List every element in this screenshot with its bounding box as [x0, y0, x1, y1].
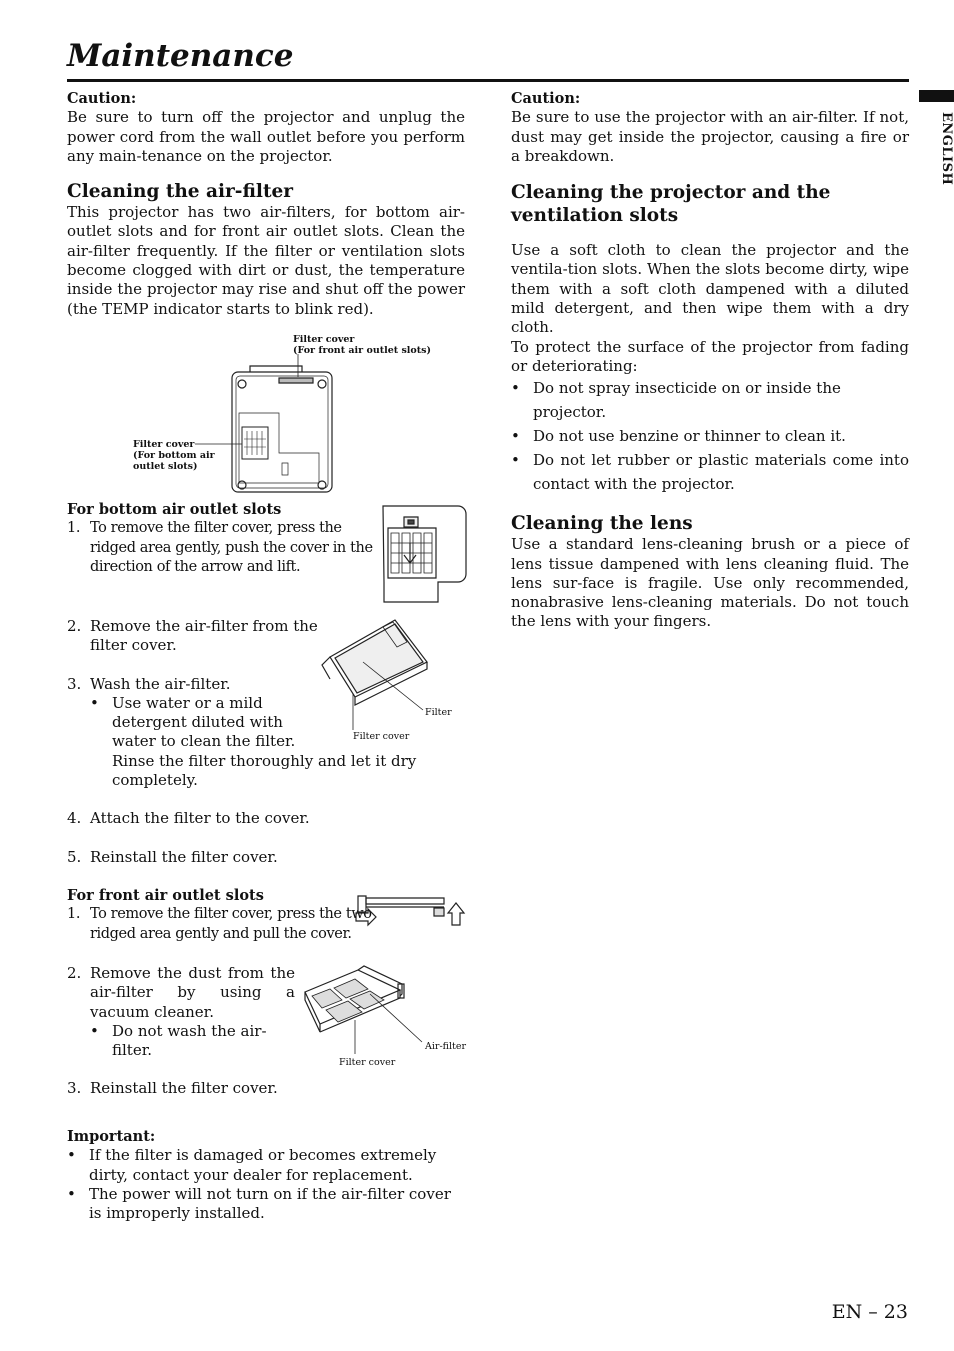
bottom-step-3-rinse: Rinse the filter thoroughly and let it dry completely.: [112, 751, 417, 790]
fig1-label-front-cover-line2: (For front air outlet slots): [293, 345, 431, 356]
bottom-step-4: [67, 809, 427, 828]
important-list: [67, 1146, 465, 1223]
bullet-glyph: •: [67, 1146, 76, 1165]
bullet-glyph: •: [511, 451, 520, 470]
right-column: [511, 89, 909, 632]
bullet-glyph: •: [67, 1184, 76, 1203]
step-number: 1.: [67, 906, 81, 923]
fig1-label-bottom-cover-line3: outlet slots): [133, 461, 198, 472]
bullet-text: Do not wash the air-filter.: [112, 1021, 267, 1060]
front-step-2-bullet: [90, 1022, 272, 1061]
important-item-text: If the filter is damaged or becomes extremely dirty, contact your dealer for replacement.: [89, 1146, 437, 1184]
front-step-2: [67, 964, 295, 1060]
ventilation-text: Use a soft cloth to clean the projector and the ventila-tion slots. When the slots become dirty, wipe them with a soft cloth dampened with a diluted mild detergent, and then wipe them with a dry cloth.: [511, 241, 909, 337]
important-label: Important:: [67, 1128, 156, 1145]
protect-item: [511, 448, 909, 496]
step-number: 1.: [67, 520, 81, 537]
step-text: Remove the dust from the air-filter by using a vacuum cleaner.: [90, 964, 295, 1021]
protect-item: [511, 376, 909, 424]
fig3-label-cover: Filter cover: [353, 731, 410, 742]
caution-label: Caution:: [67, 90, 137, 107]
step-number: 5.: [67, 847, 82, 866]
filter-removal-illustration: [315, 612, 435, 732]
filter-cover-illustration: [380, 503, 468, 603]
important-item: [67, 1146, 465, 1185]
bullet-glyph: •: [511, 427, 520, 446]
air-filter-text: This projector has two air-filters, for bottom air-outlet slots and for front air outlet slots. Clean the air-filter frequently. If the filter or ventilation slots become clogged with dirt or dust, the temperature inside the projector may rise and shut off the power (the TEMP indicator starts to blink red).: [67, 203, 465, 318]
bottom-step-3-bullet: [90, 694, 302, 752]
step-text: Attach the filter to the cover.: [90, 809, 310, 828]
important-item: [67, 1185, 465, 1224]
language-tab-bar: [919, 90, 954, 102]
bottom-slots-heading: For bottom air outlet slots: [67, 501, 282, 518]
bottom-step-2: [67, 617, 320, 656]
step-text: To remove the filter cover, press the ridged area gently, push the cover in the direction of the arrow and lift.: [90, 520, 373, 575]
protect-item-text: Do not use benzine or thinner to clean it.: [533, 427, 846, 446]
step-text: Reinstall the filter cover.: [90, 1079, 278, 1098]
front-step-3: [67, 1079, 467, 1098]
fig1-label-front-cover-line1: Filter cover: [293, 334, 355, 345]
fig1-label-bottom-cover-line2: (For bottom air: [133, 450, 215, 461]
right-caution-text: Be sure to use the projector with an air-filter. If not, dust may get inside the projector, causing a fire or a breakdown.: [511, 108, 909, 165]
bottom-slots-section: [67, 500, 377, 577]
step-text: Remove the air-filter from the filter cover.: [90, 617, 318, 655]
protect-item-text: Do not spray insecticide on or inside the projector.: [533, 379, 841, 422]
step-text: To remove the filter cover, press the two ridged area gently and pull the cover.: [90, 906, 372, 942]
step-text: Reinstall the filter cover.: [90, 847, 278, 866]
bullet-glyph: •: [90, 1021, 99, 1040]
caution-text: Be sure to turn off the projector and unplug the power cord from the wall outlet before you perform any main-tenance on the projector.: [67, 108, 465, 165]
step-number: 3.: [67, 1079, 82, 1098]
fig5-label-cover: Filter cover: [339, 1057, 396, 1068]
right-caution-label: Caution:: [511, 90, 581, 107]
fig5-label-airfilter: Air-filter: [425, 1041, 467, 1052]
bottom-step-5: [67, 848, 427, 867]
page-number: EN – 23: [831, 1301, 908, 1323]
left-column: [67, 89, 465, 319]
projector-bottom-illustration: [190, 355, 340, 495]
fig3-label-filter: Filter: [425, 707, 452, 718]
bottom-step-1: [67, 519, 377, 577]
protect-list: [511, 376, 909, 496]
protect-text: To protect the surface of the projector from fading or deteriorating:: [511, 337, 909, 375]
bullet-glyph: •: [90, 693, 99, 712]
lens-text: Use a standard lens-cleaning brush or a piece of lens tissue dampened with lens cleaning fluid. The lens sur-face is fragile. Use only recommended, nonabrasive lens-cleaning materials. Do not touch the lens with your fingers.: [511, 535, 909, 631]
bullet-text: Use water or a mild detergent diluted with water to clean the filter.: [112, 693, 296, 751]
front-slots-heading: For front air outlet slots: [67, 887, 264, 904]
title-rule: [67, 79, 909, 82]
protect-item: [511, 424, 909, 448]
language-tab-label: ENGLISH: [939, 112, 954, 186]
step-number: 2.: [67, 617, 82, 635]
protect-item-text: Do not let rubber or plastic materials come into contact with the projector.: [533, 451, 909, 494]
ventilation-heading: Cleaning the projector and the ventilation slots: [511, 182, 831, 227]
step-text: Wash the air-filter.: [90, 674, 231, 693]
step-number: 2.: [67, 964, 82, 982]
bullet-glyph: •: [511, 379, 520, 398]
front-cover-illustration: [354, 893, 469, 928]
important-item-text: The power will not turn on if the air-filter cover is improperly installed.: [89, 1184, 451, 1223]
front-step-1: [67, 905, 377, 944]
step-number: 4.: [67, 809, 82, 828]
step-number: 3.: [67, 674, 82, 693]
air-filter-heading: Cleaning the air-filter: [67, 181, 294, 203]
fig1-label-front-cover: [293, 334, 431, 356]
page-title: Maintenance: [67, 38, 294, 74]
fig1-label-bottom-cover-line1: Filter cover: [133, 439, 195, 450]
lens-heading: Cleaning the lens: [511, 513, 693, 535]
front-slots-section: [67, 886, 377, 944]
important-section: [67, 1127, 465, 1223]
